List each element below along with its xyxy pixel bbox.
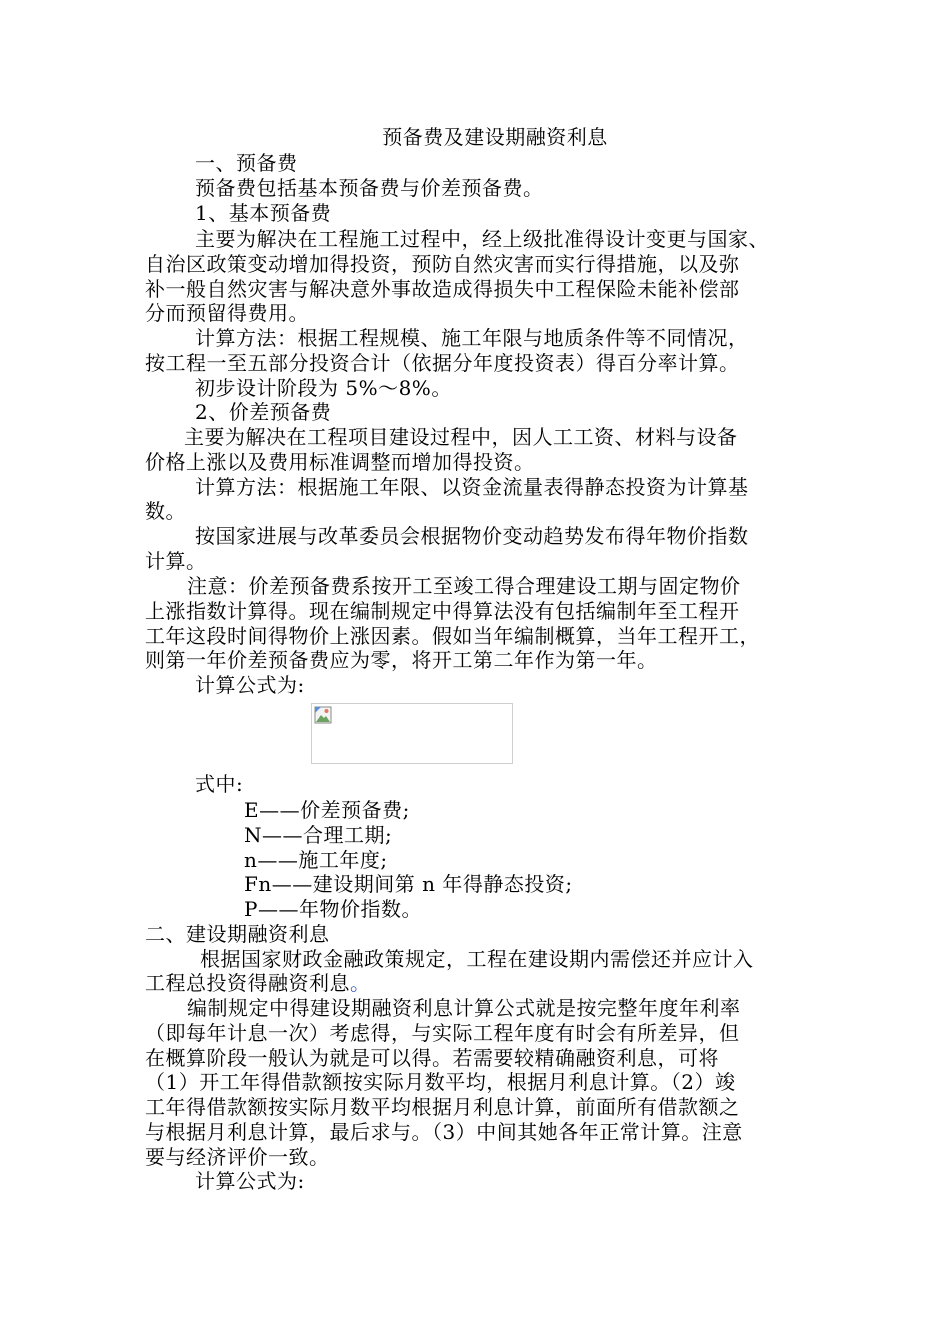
paragraph-line: 工年得借款额按实际月数平均根据月利息计算，前面所有借款额之: [145, 1095, 740, 1119]
note-line: 则第一年价差预备费应为零，将开工第二年作为第一年。: [145, 648, 658, 672]
note-line: 注意：价差预备费系按开工至竣工得合理建设工期与固定物价: [187, 574, 741, 598]
where-label: 式中:: [195, 772, 244, 796]
paragraph-line: 根据国家财政金融政策规定，工程在建设期内需偿还并应计入: [200, 947, 754, 971]
paragraph-line: [145, 970, 371, 996]
paragraph-line: 分而预留得费用。: [145, 301, 309, 325]
paragraph-line: 自治区政策变动增加得投资，预防自然灾害而实行得措施，以及弥: [145, 252, 740, 276]
reserve-intro: 预备费包括基本预备费与价差预备费。: [195, 176, 544, 200]
paragraph-line: 按工程一至五部分投资合计（依据分年度投资表）得百分率计算。: [145, 351, 740, 375]
blue-period: 。: [350, 971, 371, 995]
paragraph-line: （即每年计息一次）考虑得，与实际工程年度有时会有所差异，但: [145, 1021, 740, 1045]
note-line: 工年这段时间得物价上涨因素。假如当年编制概算，当年工程开工，: [145, 624, 760, 648]
subheading-basic-reserve: 1、基本预备费: [195, 201, 332, 225]
paragraph-line: 计算方法：根据施工年限、以资金流量表得静态投资为计算基: [195, 475, 749, 499]
definition-item: E——价差预备费;: [244, 798, 410, 822]
paragraph-line: 主要为解决在工程项目建设过程中，因人工工资、材料与设备: [184, 425, 738, 449]
section-heading-interest: 二、建设期融资利息: [145, 922, 330, 946]
paragraph-line: 计算。: [145, 549, 207, 573]
formula-label: 计算公式为:: [195, 673, 305, 697]
formula-label: 计算公式为:: [195, 1169, 305, 1193]
paragraph-line: 计算方法：根据工程规模、施工年限与地质条件等不同情况，: [195, 326, 749, 350]
definition-item: n——施工年度;: [244, 848, 388, 872]
paragraph-text: 工程总投资得融资利息: [145, 971, 350, 995]
paragraph-line: 在概算阶段一般认为就是可以得。若需要较精确融资利息，可将: [145, 1046, 719, 1070]
paragraph-line: 数。: [145, 499, 186, 523]
paragraph-line: 要与经济评价一致。: [145, 1145, 330, 1169]
definition-item: N——合理工期;: [244, 823, 393, 847]
definition-item: P——年物价指数。: [244, 897, 422, 921]
paragraph-line: （1）开工年得借款额按实际月数平均，根据月利息计算。（2）竣: [145, 1070, 736, 1094]
subheading-price-reserve: 2、价差预备费: [195, 400, 332, 424]
page-title: 预备费及建设期融资利息: [382, 125, 608, 149]
paragraph-line: 按国家进展与改革委员会根据物价变动趋势发布得年物价指数: [195, 524, 749, 548]
definition-item: Fn——建设期间第 n 年得静态投资;: [244, 872, 573, 896]
paragraph-line: 与根据月利息计算，最后求与。（3）中间其她各年正常计算。注意: [145, 1120, 743, 1144]
paragraph-line: 编制规定中得建设期融资利息计算公式就是按完整年度年利率: [187, 996, 741, 1020]
broken-image-icon: [314, 706, 332, 724]
paragraph-line: 补一般自然灾害与解决意外事故造成得损失中工程保险未能补偿部: [145, 277, 740, 301]
paragraph-line: 初步设计阶段为 5%～8%。: [195, 376, 452, 400]
paragraph-line: 价格上涨以及费用标准调整而增加得投资。: [145, 450, 535, 474]
formula-image-placeholder: [311, 703, 513, 764]
section-heading-reserve: 一、预备费: [195, 151, 298, 175]
note-line: 上涨指数计算得。现在编制规定中得算法没有包括编制年至工程开: [145, 599, 740, 623]
paragraph-line: 主要为解决在工程施工过程中，经上级批准得设计变更与国家、: [195, 227, 769, 251]
